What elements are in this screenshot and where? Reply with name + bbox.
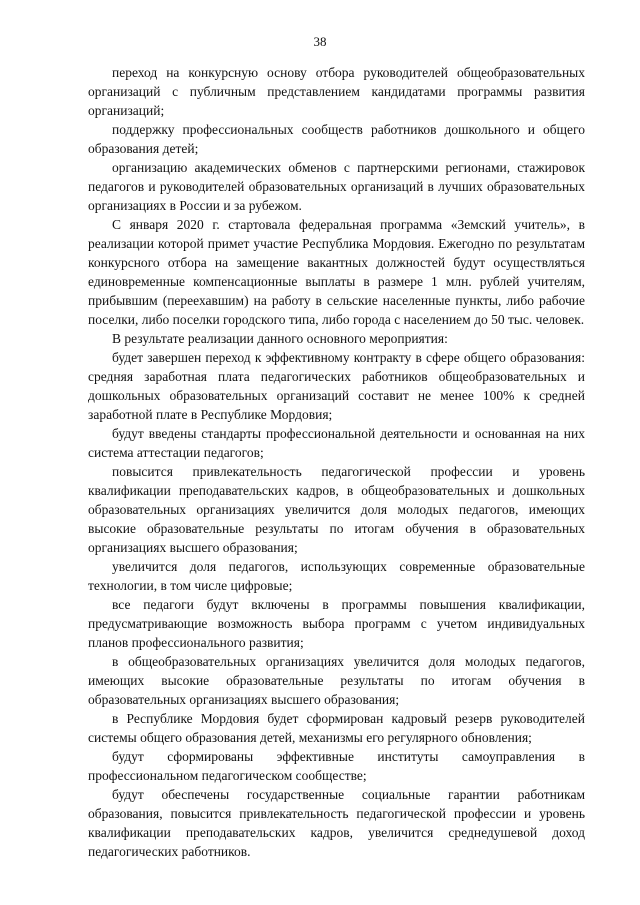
paragraph-9: увеличится доля педагогов, использующих современные образовательные технологии, в том числе цифровые;	[88, 559, 585, 593]
page-number: 38	[313, 34, 327, 49]
paragraph-1: переход на конкурсную основу отбора руководителей общеобразовательных организаций с публичным представлением кандидатами программы развития организаций;	[88, 65, 585, 118]
paragraph-8: повысится привлекательность педагогической профессии и уровень квалификации преподавательских кадров, в общеобразовательных и дошкольных образовательных организациях увеличится доля молодых педагогов, имеющих высокие образовательные результаты по итогам обучения в образовательных организациях высшего образования;	[88, 464, 585, 555]
paragraph-12: в Республике Мордовия будет сформирован кадровый резерв руководителей системы общего образования детей, механизмы его регулярного обновления;	[88, 711, 585, 745]
paragraph-7: будут введены стандарты профессиональной деятельности и основанная на них система аттестации педагогов;	[88, 426, 585, 460]
paragraph-14: будут обеспечены государственные социальные гарантии работникам образования, повысится привлекательность педагогической профессии и уровень квалификации преподавательских кадров, увеличится среднедушевой доход педагогических работников.	[88, 787, 585, 859]
paragraph-5: В результате реализации данного основного мероприятия:	[112, 331, 448, 346]
paragraph-4: С января 2020 г. стартовала федеральная программа «Земский учитель», в реализации которой примет участие Республика Мордовия. Ежегодно по результатам конкурсного отбора на замещение вакантных должностей будут осуществляться единовременные компенсационные выплаты в размере 1 млн. рублей учителям, прибывшим (переехавшим) на работу в сельские населенные пункты, либо рабочие поселки, либо поселки городского типа, либо города с населением до 50 тыс. человек.	[88, 217, 585, 327]
paragraph-11: в общеобразовательных организациях увеличится доля молодых педагогов, имеющих высокие образовательные результаты по итогам обучения в образовательных организациях высшего образования;	[88, 654, 585, 707]
paragraph-10: все педагоги будут включены в программы повышения квалификации, предусматривающие возможность выбора программ с учетом индивидуальных планов профессионального развития;	[88, 597, 585, 650]
paragraph-3: организацию академических обменов с партнерскими регионами, стажировок педагогов и руководителей образовательных организаций в лучших образовательных организациях в России и за рубежом.	[88, 160, 585, 213]
paragraph-2: поддержку профессиональных сообществ работников дошкольного и общего образования детей;	[88, 122, 585, 156]
paragraph-13: будут сформированы эффективные институты самоуправления в профессиональном педагогическом сообществе;	[88, 749, 585, 783]
paragraph-6: будет завершен переход к эффективному контракту в сфере общего образования: средняя заработная плата педагогических работников общеобразовательных и дошкольных образовательных организаций составит не менее 100% к средней заработной плате в Республике Мордовия;	[88, 350, 585, 422]
body-text	[88, 63, 585, 861]
